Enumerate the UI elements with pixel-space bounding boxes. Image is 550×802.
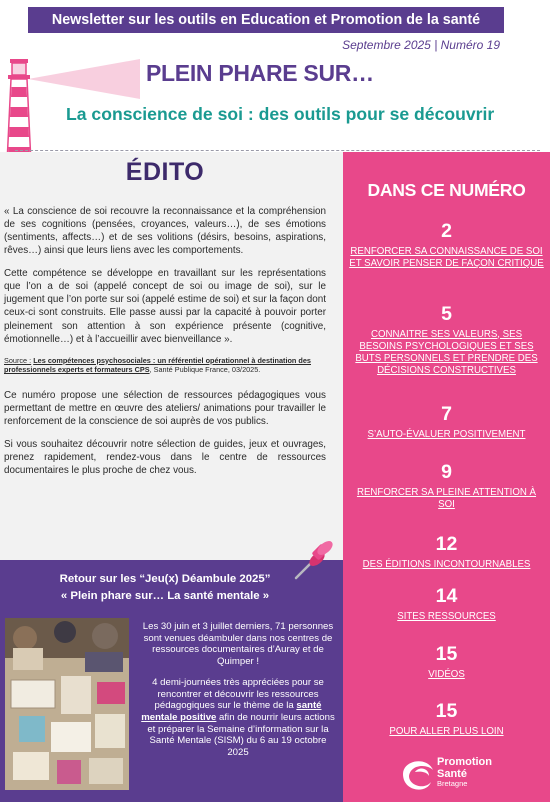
toc-page-number: 7 [441, 403, 452, 425]
logo-line: Promotion [437, 756, 492, 768]
event-paragraph: Les 30 juin et 3 juillet derniers, 71 personnes sont venues déambuler dans nos centres de ressources documentaires d’Auray et de Quimper ! [142, 621, 334, 668]
event-body [138, 621, 338, 768]
toc-link[interactable]: VIDÉOS [428, 668, 465, 680]
issue-date: Septembre 2025 | Numéro 19 [342, 38, 500, 52]
toc-page-number: 5 [441, 303, 452, 325]
promotion-sante-logo [437, 757, 492, 788]
logo-line: Santé [437, 767, 467, 780]
toc-item[interactable] [343, 587, 550, 623]
toc-item[interactable] [343, 305, 550, 377]
edito-source [4, 356, 326, 375]
toc-link[interactable]: POUR ALLER PLUS LOIN [389, 725, 504, 737]
event-title-line: « Plein phare sur… La santé mentale » [60, 589, 270, 602]
toc-item[interactable] [343, 405, 550, 441]
edito-paragraph: Ce numéro propose une sélection de ressources pédagogiques vous permettant de mettre en œuvre des ateliers/ animations pour travailler le renforcement de la conscience de soi auprès de vos publics. [4, 389, 326, 427]
source-label: Source : [4, 355, 32, 365]
toc-item[interactable] [343, 222, 550, 270]
event-text-part: 4 demi-journées très appréciées pour se rencontrer et découvrir les ressources pédagogiques sur le thème de la [152, 676, 324, 712]
event-title [0, 571, 330, 604]
toc-link[interactable]: SITES RESSOURCES [397, 610, 496, 622]
sante-mentale-link[interactable]: santé mentale positive [141, 700, 322, 723]
toc-link[interactable]: CONNAITRE SES VALEURS, SES BESOINS PSYCHOLOGIQUES ET SES BUTS PERSONNELS ET PRENDRE DES DÉCISIONS CONSTRUCTIVES [355, 328, 538, 377]
toc-link[interactable]: RENFORCER SA PLEINE ATTENTION À SOI [356, 486, 537, 510]
edito-paragraph: Cette compétence se développe en travaillant sur les représentations que l’on a de soi (appelé concept de soi ou image de soi), sur le jugement que l’on porte sur soi (appelé estime de soi) et sur la façon dont ceux-ci sont construits. Elle passe aussi par la capacité à pouvoir porter pleinement son attention à son expérience présente (cognitive, émotionnelle…) et à l’accueillir avec bienveillance ». [4, 268, 326, 345]
edito-body [4, 205, 326, 487]
event-photo [5, 618, 129, 790]
logo-line: Bretagne [437, 779, 468, 789]
toc-page-number: 15 [435, 700, 458, 722]
source-publisher: , Santé Publique France, 03/2025. [149, 365, 261, 375]
toc-page-number: 15 [435, 643, 458, 665]
sommaire-title: DANS CE NUMÉRO [367, 180, 526, 200]
newsletter-banner: Newsletter sur les outils en Education et Promotion de la santé [28, 7, 504, 33]
newsletter-subtitle: La conscience de soi : des outils pour se découvrir [66, 104, 495, 124]
toc-item[interactable] [343, 535, 550, 571]
source-link[interactable]: Les compétences psychosociales : un référentiel opérationnel à destination des professionnels experts et formateurs CPS [4, 355, 311, 375]
edito-title: ÉDITO [125, 158, 205, 186]
toc-item[interactable] [343, 702, 550, 738]
toc-page-number: 14 [435, 585, 458, 607]
event-paragraph [138, 677, 338, 759]
toc-page-number: 12 [435, 533, 458, 555]
edito-paragraph: Si vous souhaitez découvrir notre sélection de guides, jeux et ouvrages, prenez rapidement, rendez-vous dans le centre de ressources documentaires le plus proche de chez vous. [4, 438, 326, 476]
toc-page-number: 2 [441, 220, 452, 242]
section-title: PLEIN PHARE SUR… [146, 60, 374, 86]
toc-item[interactable] [343, 645, 550, 681]
event-text-part: afin de nourrir leurs actions et préparer la Semaine d’information sur la Santé Mentale (SISM) du 6 au 19 octobre 2025 [147, 711, 335, 759]
edito-paragraph: « La conscience de soi recouvre la reconnaissance et la compréhension de ses cognitions (pensées, croyances, valeurs…), de ses émotions (sentiments, affects…) et de ses volitions (désirs, besoins, aspirations, rêves…) ainsi que leurs liens avec les comportements. [4, 206, 326, 257]
toc-page-number: 9 [441, 461, 452, 483]
toc-link[interactable]: DES ÉDITIONS INCONTOURNABLES [362, 558, 531, 570]
event-title-line: Retour sur les “Jeu(x) Déambule 2025” [59, 573, 271, 585]
toc-link[interactable]: RENFORCER SA CONNAISSANCE DE SOI ET SAVOIR PENSER DE FAÇON CRITIQUE [349, 245, 544, 269]
toc-item[interactable] [343, 463, 550, 511]
header-divider [15, 150, 540, 151]
toc-link[interactable]: S’AUTO-ÉVALUER POSITIVEMENT [367, 428, 526, 440]
